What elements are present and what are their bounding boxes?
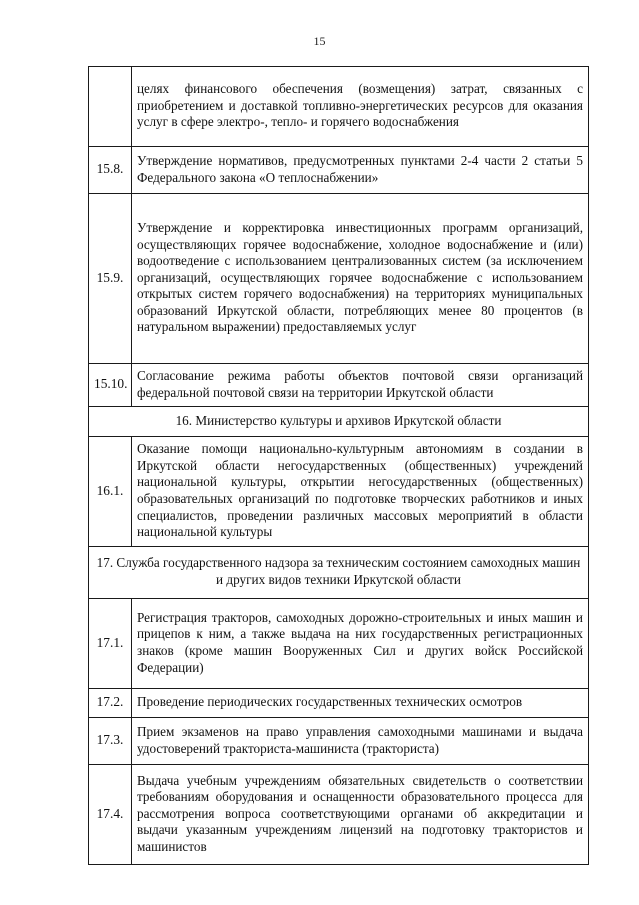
item-text: Прием экзаменов на право управления самоходными машинами и выдача удостоверений тракториста-машиниста (тракториста) xyxy=(132,718,589,765)
table-row xyxy=(89,765,589,865)
table-row xyxy=(89,599,589,689)
item-number: 17.2. xyxy=(89,689,132,718)
table-row xyxy=(89,718,589,765)
item-number: 17.4. xyxy=(89,765,132,865)
section-heading-row xyxy=(89,407,589,437)
table-row xyxy=(89,364,589,407)
table-row xyxy=(89,689,589,718)
item-text: Утверждение нормативов, предусмотренных пунктами 2-4 части 2 статьи 5 Федерального закона «О теплоснабжении» xyxy=(132,147,589,194)
item-number xyxy=(89,67,132,147)
section-heading: 16. Министерство культуры и архивов Иркутской области xyxy=(89,407,589,437)
item-number: 16.1. xyxy=(89,437,132,547)
table-row xyxy=(89,67,589,147)
item-number: 15.10. xyxy=(89,364,132,407)
item-text: Согласование режима работы объектов почтовой связи организаций федеральной почтовой связи на территории Иркутской области xyxy=(132,364,589,407)
item-text: Выдача учебным учреждениям обязательных свидетельств о соответствии требованиям оборудования и оснащенности образовательного процесса для рассмотрения вопроса соответствующими органами об аккредитации и выдачи указанным учреждениям лицензий на подготовку трактористов и машинистов xyxy=(132,765,589,865)
section-heading-row xyxy=(89,547,589,599)
item-number: 17.3. xyxy=(89,718,132,765)
table-row xyxy=(89,147,589,194)
item-text: Регистрация тракторов, самоходных дорожно-строительных и иных машин и прицепов к ним, а также выдача на них государственных регистрационных знаков (кроме машин Вооруженных Сил и других войск Российской Федерации) xyxy=(132,599,589,689)
item-number: 17.1. xyxy=(89,599,132,689)
item-text: Оказание помощи национально-культурным автономиям в создании в Иркутской области негосударственных (общественных) учреждений национальной культуры, открытии негосударственных (общественных) образовательных организаций по подготовке творческих работников и иных специалистов, проведении различных массовых мероприятий в области национальной культуры xyxy=(132,437,589,547)
regulation-table xyxy=(88,66,589,865)
item-text: целях финансового обеспечения (возмещения) затрат, связанных с приобретением и доставкой топливно-энергетических ресурсов для оказания услуг в сфере электро-, тепло- и горячего водоснабжения xyxy=(132,67,589,147)
section-heading: 17. Служба государственного надзора за техническим состоянием самоходных машин и других видов техники Иркутской области xyxy=(89,547,589,599)
table-row xyxy=(89,437,589,547)
item-number: 15.9. xyxy=(89,194,132,364)
table-row xyxy=(89,194,589,364)
item-text: Утверждение и корректировка инвестиционных программ организаций, осуществляющих горячее водоснабжение, холодное водоснабжение и (или) водоотведение с использованием централизованных систем (за исключением организаций, осуществляющих горячее водоснабжение с использованием открытых систем горячего водоснабжения) на территориях муниципальных образований Иркутской области, потребляющих менее 80 процентов (в натуральном выражении) предоставляемых услуг xyxy=(132,194,589,364)
item-text: Проведение периодических государственных технических осмотров xyxy=(132,689,589,718)
page-number: 15 xyxy=(313,34,326,48)
item-number: 15.8. xyxy=(89,147,132,194)
